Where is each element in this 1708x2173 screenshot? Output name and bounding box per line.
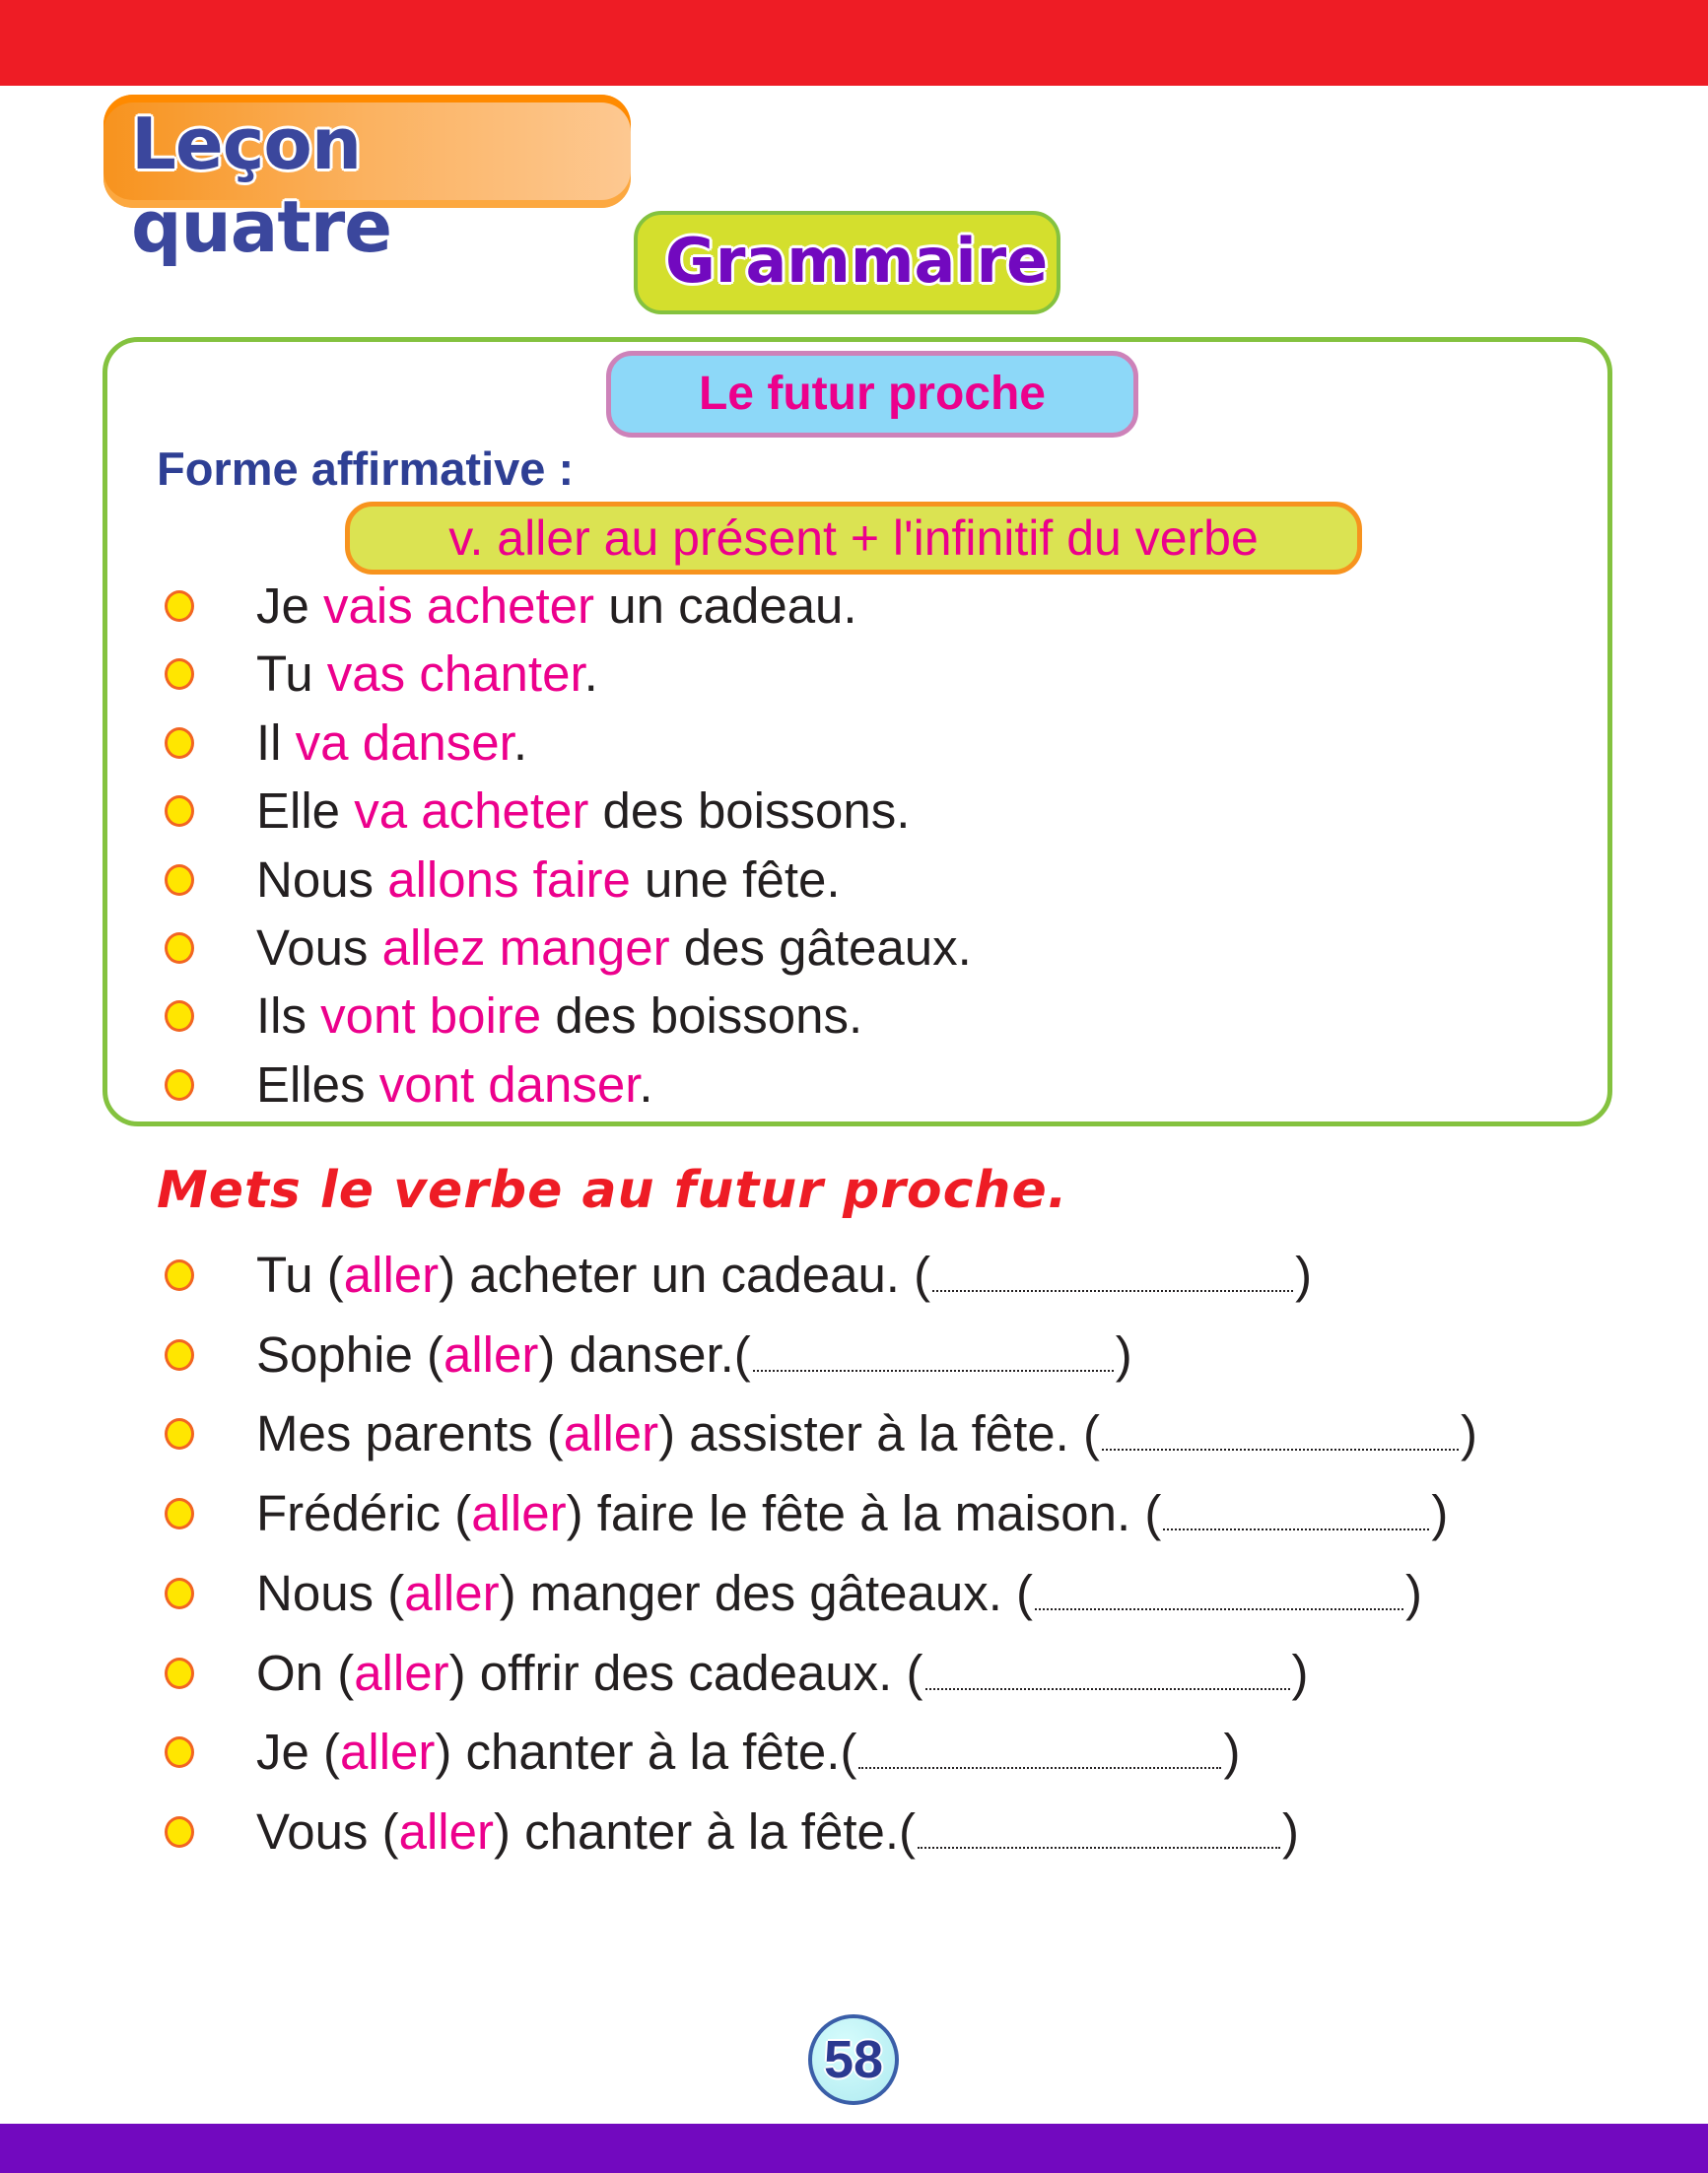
exercise-sentence <box>256 1404 1477 1463</box>
bullet-icon <box>165 1339 194 1371</box>
verb-phrase: allez manger <box>381 919 670 976</box>
subject: On ( <box>256 1644 355 1701</box>
verb-infinitive: aller <box>354 1644 449 1701</box>
answer-blank[interactable] <box>1035 1607 1403 1610</box>
subject: Tu <box>256 645 327 703</box>
exercise-sentence <box>256 1246 1312 1305</box>
lesson-title: Leçon quatre <box>131 102 392 268</box>
rule-formula: v. aller au présent + l'infinitif du verbe <box>345 502 1362 575</box>
close-paren: ) <box>1282 1802 1299 1860</box>
subject: Mes parents ( <box>256 1405 564 1462</box>
exercise-sentence <box>256 1644 1309 1703</box>
answer-blank[interactable] <box>1163 1528 1429 1530</box>
sentence-end: . <box>512 713 528 771</box>
bullet-icon <box>165 1418 194 1450</box>
exercise-sentence <box>256 1325 1132 1385</box>
section-title: Grammaire <box>665 225 1049 297</box>
verb-phrase: va danser <box>295 713 513 771</box>
verb-phrase: vont boire <box>320 987 542 1045</box>
bullet-icon <box>165 864 194 896</box>
close-paren: ) <box>1460 1405 1477 1462</box>
sentence-rest: ) acheter un cadeau. ( <box>439 1247 931 1303</box>
example-sentence <box>256 713 527 773</box>
subject: Elle <box>256 782 355 840</box>
close-paren: ) <box>1431 1485 1449 1542</box>
verb-infinitive: aller <box>443 1325 539 1383</box>
example-sentence <box>256 850 841 910</box>
verb-phrase: allons faire <box>387 850 631 908</box>
subject: Vous <box>256 919 382 976</box>
answer-blank[interactable] <box>932 1289 1293 1292</box>
close-paren: ) <box>1223 1724 1241 1781</box>
verb-infinitive: aller <box>404 1564 500 1621</box>
verb-infinitive: aller <box>398 1802 494 1860</box>
exercise-title: Mets le verbe au futur proche. <box>157 1161 1068 1220</box>
verb-infinitive: aller <box>343 1247 440 1303</box>
example-sentence <box>256 1055 653 1115</box>
sentence-end: des gâteaux. <box>669 919 972 976</box>
bottom-color-bar <box>0 2124 1708 2173</box>
close-paren: ) <box>1295 1247 1313 1303</box>
bullet-icon <box>165 795 194 827</box>
example-sentence <box>256 577 857 636</box>
sentence-end: des boissons. <box>541 987 863 1045</box>
subject: Tu ( <box>256 1247 344 1303</box>
verb-phrase: va acheter <box>354 782 589 840</box>
exercise-sentence <box>256 1484 1448 1543</box>
subject: Elles <box>256 1055 379 1113</box>
page-number: 58 <box>808 2014 899 2105</box>
close-paren: ) <box>1291 1644 1309 1701</box>
example-sentence <box>256 918 972 978</box>
bullet-icon <box>165 1498 194 1529</box>
subject: Il <box>256 713 296 771</box>
lesson-title-banner <box>103 95 631 268</box>
sentence-rest: ) chanter à la fête.( <box>435 1724 857 1781</box>
verb-phrase: vas chanter <box>326 645 584 703</box>
bullet-icon <box>165 1736 194 1768</box>
sentence-end: un cadeau. <box>594 577 857 634</box>
subject: Je <box>256 577 324 634</box>
answer-blank[interactable] <box>753 1369 1114 1372</box>
answer-blank[interactable] <box>1102 1448 1459 1451</box>
sentence-end: . <box>583 645 598 703</box>
exercise-sentence <box>256 1723 1240 1782</box>
bullet-icon <box>165 1578 194 1609</box>
close-paren: ) <box>1405 1564 1423 1621</box>
verb-phrase: vont danser <box>378 1055 640 1113</box>
bullet-icon <box>165 727 194 759</box>
answer-blank[interactable] <box>858 1766 1221 1769</box>
bullet-icon <box>165 590 194 622</box>
sentence-end: des boissons. <box>588 782 911 840</box>
top-color-bar <box>0 0 1708 86</box>
exercise-sentence <box>256 1802 1299 1862</box>
example-sentence <box>256 645 598 704</box>
subject: Vous ( <box>256 1802 399 1860</box>
subject: Nous ( <box>256 1564 405 1621</box>
subject: Nous <box>256 850 388 908</box>
bullet-icon <box>165 1816 194 1848</box>
subject: Frédéric ( <box>256 1485 472 1542</box>
sentence-rest: ) danser.( <box>538 1325 751 1383</box>
sentence-rest: ) faire le fête à la maison. ( <box>566 1485 1162 1542</box>
sentence-rest: ) assister à la fête. ( <box>658 1405 1100 1462</box>
sentence-rest: ) chanter à la fête.( <box>493 1802 917 1860</box>
sentence-rest: ) manger des gâteaux. ( <box>499 1564 1034 1621</box>
example-sentence <box>256 986 862 1046</box>
rule-title: Le futur proche <box>606 351 1138 438</box>
sentence-end: une fête. <box>630 850 841 908</box>
bullet-icon <box>165 932 194 964</box>
sentence-end: . <box>639 1055 653 1113</box>
subject: Je ( <box>256 1724 341 1781</box>
rule-subtitle: Forme affirmative : <box>157 442 575 495</box>
verb-infinitive: aller <box>471 1485 567 1542</box>
verb-phrase: vais acheter <box>323 577 595 634</box>
section-banner <box>634 211 1060 314</box>
verb-infinitive: aller <box>340 1724 436 1781</box>
bullet-icon <box>165 1658 194 1689</box>
bullet-icon <box>165 1259 194 1291</box>
exercise-sentence <box>256 1564 1422 1623</box>
subject: Ils <box>256 987 321 1045</box>
subject: Sophie ( <box>256 1325 444 1383</box>
close-paren: ) <box>1115 1325 1132 1383</box>
example-sentence <box>256 781 910 841</box>
sentence-rest: ) offrir des cadeaux. ( <box>448 1644 923 1701</box>
verb-infinitive: aller <box>563 1405 659 1462</box>
answer-blank[interactable] <box>918 1846 1280 1849</box>
bullet-icon <box>165 1069 194 1101</box>
answer-blank[interactable] <box>925 1687 1290 1690</box>
